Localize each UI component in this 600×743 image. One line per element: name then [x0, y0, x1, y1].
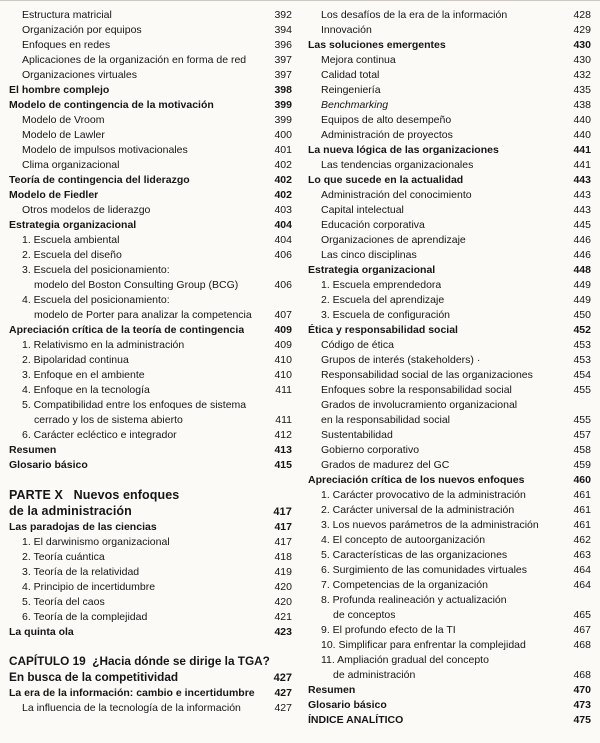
toc-entry-label: Enfoques en redes	[22, 39, 111, 51]
toc-entry-label: en la responsabilidad social	[321, 414, 450, 426]
toc-entry-label: CAPÍTULO 19 ¿Hacia dónde se dirige la TGA?	[9, 654, 270, 668]
toc-entry-page: 465	[573, 609, 591, 621]
toc-entry-line	[9, 458, 292, 473]
toc-entry-label: Organización por equipos	[22, 24, 142, 36]
toc-entry-page: 461	[573, 489, 591, 501]
toc-entry-label: Teoría de contingencia del liderazgo	[9, 174, 190, 186]
toc-entry-line	[9, 535, 292, 550]
toc-entry-line	[308, 338, 591, 353]
toc-entry-label: Innovación	[321, 24, 372, 36]
toc-entry-label: Organizaciones de aprendizaje	[321, 234, 466, 246]
toc-entry-line	[308, 263, 591, 278]
toc-entry-line	[308, 218, 591, 233]
toc-entry-line	[308, 353, 591, 368]
toc-entry-page: 459	[573, 459, 591, 471]
toc-entry-page: 409	[274, 339, 292, 351]
toc-entry-page: 402	[274, 174, 292, 186]
toc-entry-line	[308, 563, 591, 578]
toc-entry-line	[308, 203, 591, 218]
toc-entry-label: Glosario básico	[308, 699, 387, 711]
toc-entry-label: Estrategia organizacional	[308, 264, 436, 276]
toc-entry-line	[308, 518, 591, 533]
toc-entry-line	[9, 368, 292, 383]
toc-entry-page: 448	[573, 264, 591, 276]
toc-entry-label: Glosario básico	[9, 459, 88, 471]
toc-entry-label: 4. Escuela del posicionamiento:	[22, 294, 170, 306]
toc-entry-page: 453	[573, 339, 591, 351]
toc-entry-line	[308, 578, 591, 593]
toc-entry-line	[308, 428, 591, 443]
toc-entry-label: Grados de madurez del GC	[321, 459, 450, 471]
toc-entry-page: 428	[573, 9, 591, 21]
toc-entry-page: 440	[573, 114, 591, 126]
toc-entry-line	[308, 98, 591, 113]
toc-entry-label: 5. Compatibilidad entre los enfoques de sistema	[22, 399, 247, 411]
toc-entry-line	[9, 158, 292, 173]
toc-entry-page: 396	[274, 39, 292, 51]
toc-entry-label: Modelo de contingencia de la motivación	[9, 99, 214, 111]
toc-entry-page: 446	[573, 249, 591, 261]
toc-entry-label: 4. El concepto de autoorganización	[321, 534, 486, 546]
toc-entry-label: La quinta ola	[9, 626, 74, 638]
toc-entry-line	[9, 398, 292, 413]
toc-entry-page: 411	[275, 414, 292, 426]
section-gap	[9, 640, 292, 654]
toc-entry-page: 453	[573, 354, 591, 366]
toc-entry-label: Responsabilidad social de las organizaciones	[321, 369, 533, 381]
toc-entry-page: 407	[274, 309, 292, 321]
toc-entry-label: 2. Bipolaridad continua	[22, 354, 129, 366]
toc-entry-page: 443	[573, 189, 591, 201]
toc-entry-label: Benchmarking	[321, 99, 389, 111]
toc-entry-line	[9, 383, 292, 398]
toc-entry-line	[9, 550, 292, 565]
toc-entry-line	[9, 263, 292, 278]
toc-entry-label: Enfoques sobre la responsabilidad social	[321, 384, 512, 396]
toc-entry-line	[308, 458, 591, 473]
toc-entry-page: 464	[573, 579, 591, 591]
toc-entry-label: 1. Escuela ambiental	[22, 234, 120, 246]
toc-entry-page: 421	[274, 611, 292, 623]
toc-entry-label: Ética y responsabilidad social	[308, 324, 458, 336]
toc-entry-line	[308, 653, 591, 668]
toc-entry-label: Resumen	[308, 684, 356, 696]
toc-entry-line	[9, 353, 292, 368]
toc-entry-label: PARTE X Nuevos enfoques	[9, 488, 180, 502]
toc-entry-line	[9, 278, 292, 293]
toc-entry-label: Organizaciones virtuales	[22, 69, 137, 81]
toc-entry-line	[9, 233, 292, 248]
toc-entry-line	[308, 248, 591, 263]
toc-entry-line	[9, 68, 292, 83]
toc-entry-label: 10. Simplificar para enfrentar la complejidad	[321, 639, 526, 651]
toc-entry-page: 423	[274, 626, 292, 638]
toc-entry-line	[9, 580, 292, 595]
toc-entry-label: 8. Profunda realineación y actualización	[321, 594, 507, 606]
toc-entry-page: 417	[274, 521, 292, 533]
toc-entry-label: 5. Teoría del caos	[22, 596, 105, 608]
toc-entry-line	[9, 625, 292, 640]
toc-entry-label: modelo del Boston Consulting Group (BCG)	[34, 279, 239, 291]
toc-entry-page: 402	[274, 159, 292, 171]
toc-entry-label: 3. Enfoque en el ambiente	[22, 369, 145, 381]
toc-entry-line	[9, 670, 292, 687]
toc-entry-line	[9, 520, 292, 535]
toc-entry-label: 6. Teoría de la complejidad	[22, 611, 148, 623]
toc-entry-label: Estrategia organizacional	[9, 219, 137, 231]
toc-entry-line	[308, 188, 591, 203]
toc-entry-page: 432	[573, 69, 591, 81]
toc-entry-label: Código de ética	[321, 339, 394, 351]
toc-entry-label: En busca de la competitividad	[9, 669, 179, 684]
toc-entry-page: 455	[573, 384, 591, 396]
toc-entry-page: 470	[573, 684, 591, 696]
toc-entry-label: Reingeniería	[321, 84, 381, 96]
toc-entry-label: Gobierno corporativo	[321, 444, 420, 456]
toc-entry-line	[9, 293, 292, 308]
toc-entry-line	[9, 83, 292, 98]
toc-entry-label: 11. Ampliación gradual del concepto	[321, 654, 489, 666]
toc-entry-label: Modelo de impulsos motivacionales	[22, 144, 188, 156]
toc-entry-page: 463	[573, 549, 591, 561]
toc-entry-line	[308, 623, 591, 638]
toc-entry-label: modelo de Porter para analizar la competencia	[34, 309, 252, 321]
toc-entry-line	[308, 713, 591, 728]
toc-entry-line	[308, 548, 591, 563]
toc-entry-label: Otros modelos de liderazgo	[22, 204, 151, 216]
toc-entry-label: Apreciación crítica de la teoría de contingencia	[9, 324, 245, 336]
toc-entry-line	[308, 488, 591, 503]
toc-entry-line	[9, 8, 292, 23]
toc-entry-label: Estructura matricial	[22, 9, 112, 21]
toc-entry-line	[308, 158, 591, 173]
toc-entry-page: 419	[274, 566, 292, 578]
toc-entry-line	[9, 654, 292, 670]
toc-entry-page: 475	[573, 714, 591, 726]
toc-entry-label: de conceptos	[333, 609, 396, 621]
toc-entry-line	[308, 128, 591, 143]
toc-entry-page: 455	[573, 414, 591, 426]
toc-entry-page: 457	[573, 429, 591, 441]
toc-entry-label: Grupos de interés (stakeholders) ·	[321, 354, 481, 366]
toc-entry-label: 1. Relativismo en la administración	[22, 339, 185, 351]
toc-entry-line	[308, 473, 591, 488]
toc-entry-page: 399	[274, 114, 292, 126]
toc-entry-label: 3. Teoría de la relatividad	[22, 566, 140, 578]
toc-entry-label: 1. El darwinismo organizacional	[22, 536, 170, 548]
toc-entry-page: 429	[573, 24, 591, 36]
toc-entry-page: 410	[274, 369, 292, 381]
toc-entry-line	[9, 173, 292, 188]
toc-entry-line	[9, 595, 292, 610]
toc-entry-line	[9, 38, 292, 53]
toc-entry-line	[308, 533, 591, 548]
toc-entry-page: 413	[274, 444, 292, 456]
toc-entry-label: Lo que sucede en la actualidad	[308, 174, 464, 186]
toc-entry-label: Las tendencias organizacionales	[321, 159, 474, 171]
toc-entry-line	[9, 565, 292, 580]
toc-entry-page: 400	[274, 129, 292, 141]
toc-entry-line	[9, 686, 292, 701]
toc-entry-page: 443	[573, 174, 591, 186]
toc-entry-line	[9, 338, 292, 353]
toc-entry-page: 417	[274, 536, 292, 548]
toc-entry-label: Calidad total	[321, 69, 380, 81]
toc-entry-line	[308, 593, 591, 608]
toc-entry-label: 4. Enfoque en la tecnología	[22, 384, 150, 396]
toc-entry-label: 3. Los nuevos parámetros de la administración	[321, 519, 539, 531]
toc-entry-label: 2. Escuela del diseño	[22, 249, 122, 261]
toc-entry-page: 454	[573, 369, 591, 381]
toc-entry-page: 410	[274, 354, 292, 366]
toc-entry-label: de administración	[333, 669, 416, 681]
toc-entry-label: Mejora continua	[321, 54, 396, 66]
toc-entry-page: 461	[573, 504, 591, 516]
toc-entry-label: cerrado y los de sistema abierto	[34, 414, 183, 426]
toc-entry-page: 435	[573, 84, 591, 96]
toc-entry-page: 473	[573, 699, 591, 711]
toc-entry-page: 430	[573, 39, 591, 51]
toc-entry-page: 399	[274, 99, 292, 111]
toc-entry-page: 427	[274, 687, 292, 699]
toc-entry-page: 450	[573, 309, 591, 321]
toc-entry-line	[308, 8, 591, 23]
toc-entry-label: Administración de proyectos	[321, 129, 453, 141]
toc-entry-page: 449	[573, 294, 591, 306]
toc-entry-line	[308, 638, 591, 653]
toc-entry-label: Modelo de Fiedler	[9, 189, 99, 201]
toc-entry-line	[308, 113, 591, 128]
toc-entry-page: 411	[275, 384, 292, 396]
toc-entry-line	[9, 218, 292, 233]
toc-entry-page: 403	[274, 204, 292, 216]
toc-entry-page: 445	[573, 219, 591, 231]
toc-entry-page: 438	[573, 99, 591, 111]
toc-entry-label: Equipos de alto desempeño	[321, 114, 452, 126]
toc-entry-line	[308, 68, 591, 83]
toc-entry-label: Sustentabilidad	[321, 429, 393, 441]
toc-entry-line	[308, 383, 591, 398]
toc-entry-label: Apreciación crítica de los nuevos enfoques	[308, 474, 525, 486]
toc-entry-page: 398	[274, 84, 292, 96]
toc-entry-page: 441	[573, 144, 591, 156]
toc-entry-line	[9, 143, 292, 158]
toc-entry-label: Las soluciones emergentes	[308, 39, 446, 51]
toc-entry-label: Las cinco disciplinas	[321, 249, 417, 261]
toc-entry-line	[9, 203, 292, 218]
toc-entry-line	[308, 683, 591, 698]
toc-entry-line	[308, 233, 591, 248]
toc-entry-line	[9, 413, 292, 428]
toc-entry-line	[308, 83, 591, 98]
toc-entry-page: 401	[274, 144, 292, 156]
toc-entry-label: de la administración	[9, 504, 132, 518]
toc-entry-line	[308, 698, 591, 713]
toc-entry-page: 420	[274, 596, 292, 608]
toc-entry-page: 443	[573, 204, 591, 216]
toc-entry-line	[308, 278, 591, 293]
toc-entry-page: 440	[573, 129, 591, 141]
toc-entry-line	[9, 701, 292, 716]
toc-entry-label: Capital intelectual	[321, 204, 404, 216]
toc-entry-page: 427	[273, 671, 292, 684]
toc-entry-label: El hombre complejo	[9, 84, 110, 96]
toc-entry-line	[9, 503, 292, 520]
toc-entry-page: 397	[274, 54, 292, 66]
toc-entry-label: 3. Escuela de configuración	[321, 309, 450, 321]
toc-entry-label: Modelo de Lawler	[22, 129, 105, 141]
toc-entry-page: 462	[573, 534, 591, 546]
toc-entry-label: Clima organizacional	[22, 159, 120, 171]
section-gap	[9, 473, 292, 487]
toc-column-right	[308, 8, 591, 743]
toc-entry-page: 452	[573, 324, 591, 336]
toc-entry-page: 404	[274, 234, 292, 246]
toc-entry-page: 415	[274, 459, 292, 471]
toc-entry-line	[9, 308, 292, 323]
toc-entry-label: Educación corporativa	[321, 219, 425, 231]
toc-entry-label: 7. Competencias de la organización	[321, 579, 488, 591]
toc-entry-page: 392	[274, 9, 292, 21]
toc-entry-label: Los desafíos de la era de la información	[321, 9, 508, 21]
toc-entry-line	[9, 428, 292, 443]
toc-entry-page: 420	[274, 581, 292, 593]
toc-entry-line	[308, 293, 591, 308]
toc-entry-line	[308, 503, 591, 518]
toc-entry-line	[9, 443, 292, 458]
toc-entry-line	[9, 128, 292, 143]
toc-entry-label: Las paradojas de las ciencias	[9, 521, 157, 533]
toc-entry-line	[308, 368, 591, 383]
toc-entry-line	[9, 323, 292, 338]
toc-entry-line	[308, 608, 591, 623]
toc-entry-page: 461	[573, 519, 591, 531]
toc-entry-label: 9. El profundo efecto de la TI	[321, 624, 456, 636]
toc-entry-line	[308, 53, 591, 68]
toc-entry-page: 449	[573, 279, 591, 291]
toc-entry-line	[9, 487, 292, 503]
toc-entry-label: 6. Surgimiento de las comunidades virtuales	[321, 564, 528, 576]
toc-entry-page: 460	[573, 474, 591, 486]
toc-entry-label: Modelo de Vroom	[22, 114, 105, 126]
toc-entry-page: 427	[274, 702, 292, 714]
toc-entry-page: 441	[573, 159, 591, 171]
toc-entry-label: ÍNDICE ANALÍTICO	[308, 714, 404, 726]
toc-entry-page: 430	[573, 54, 591, 66]
toc-entry-label: La era de la información: cambio e incertidumbre	[9, 687, 255, 699]
toc-entry-line	[9, 188, 292, 203]
toc-entry-page: 409	[274, 324, 292, 336]
toc-entry-label: 1. Escuela emprendedora	[321, 279, 442, 291]
toc-entry-page: 404	[274, 219, 292, 231]
toc-entry-label: 3. Escuela del posicionamiento:	[22, 264, 170, 276]
toc-entry-label: Resumen	[9, 444, 57, 456]
toc-entry-page: 446	[573, 234, 591, 246]
toc-entry-page: 464	[573, 564, 591, 576]
toc-entry-label: 6. Carácter ecléctico e integrador	[22, 429, 177, 441]
toc-entry-page: 417	[273, 506, 292, 518]
toc-entry-page: 394	[274, 24, 292, 36]
toc-entry-page: 402	[274, 189, 292, 201]
toc-entry-page: 412	[274, 429, 292, 441]
toc-entry-line	[9, 248, 292, 263]
toc-entry-label: La influencia de la tecnología de la información	[22, 702, 241, 714]
toc-entry-page: 467	[573, 624, 591, 636]
toc-entry-line	[9, 610, 292, 625]
toc-entry-label: 2. Escuela del aprendizaje	[321, 294, 445, 306]
toc-entry-page: 468	[573, 639, 591, 651]
toc-entry-line	[308, 143, 591, 158]
toc-entry-line	[308, 23, 591, 38]
toc-entry-label: Aplicaciones de la organización en forma de red	[22, 54, 247, 66]
toc-entry-label: 2. Teoría cuántica	[22, 551, 105, 563]
toc-entry-line	[9, 23, 292, 38]
toc-entry-label: Administración del conocimiento	[321, 189, 472, 201]
toc-entry-line	[9, 113, 292, 128]
toc-entry-page: 418	[274, 551, 292, 563]
toc-entry-label: 4. Principio de incertidumbre	[22, 581, 156, 593]
toc-entry-line	[308, 668, 591, 683]
toc-entry-line	[308, 308, 591, 323]
toc-column-left	[9, 8, 292, 743]
toc-entry-label: Grados de involucramiento organizacional	[321, 399, 518, 411]
toc-entry-page: 458	[573, 444, 591, 456]
toc-entry-label: La nueva lógica de las organizaciones	[308, 144, 499, 156]
toc-entry-line	[9, 53, 292, 68]
toc-entry-line	[308, 38, 591, 53]
toc-entry-label: 5. Características de las organizaciones	[321, 549, 508, 561]
toc-entry-label: 2. Carácter universal de la administración	[321, 504, 515, 516]
toc-entry-line	[9, 98, 292, 113]
toc-entry-label: 1. Carácter provocativo de la administración	[321, 489, 526, 501]
toc-entry-line	[308, 173, 591, 188]
toc-entry-page: 468	[573, 669, 591, 681]
toc-entry-line	[308, 413, 591, 428]
toc-entry-line	[308, 443, 591, 458]
toc-entry-page: 406	[274, 249, 292, 261]
toc-entry-line	[308, 398, 591, 413]
toc-entry-page: 397	[274, 69, 292, 81]
toc-entry-line	[308, 323, 591, 338]
toc-entry-page: 406	[274, 279, 292, 291]
